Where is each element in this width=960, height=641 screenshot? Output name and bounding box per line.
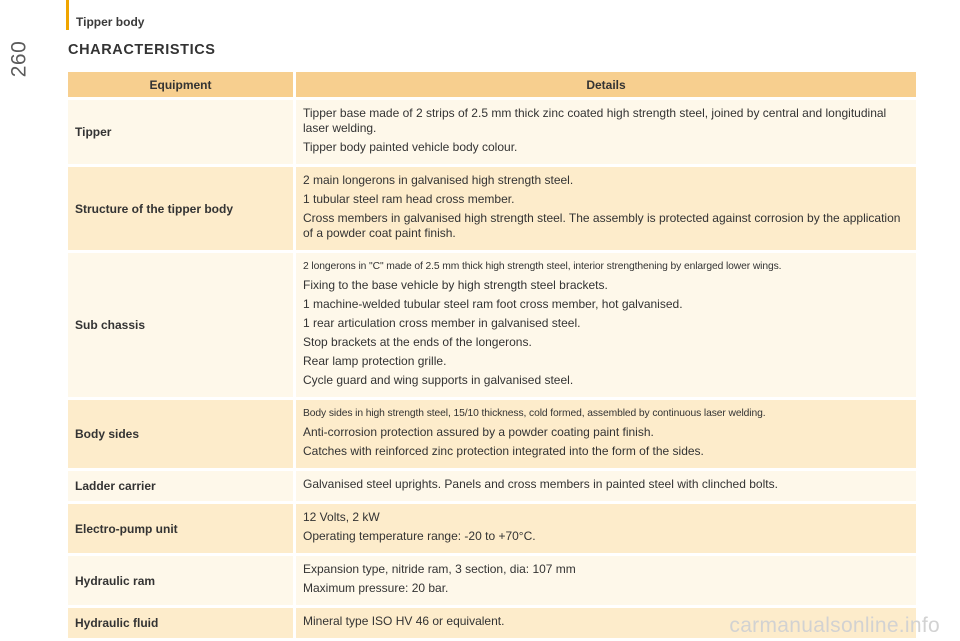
section-title: Tipper body	[76, 15, 145, 29]
table-row	[68, 253, 916, 397]
detail-line: Catches with reinforced zinc protection integrated into the form of the sides.	[303, 444, 704, 458]
watermark: carmanualsonline.info	[729, 614, 940, 637]
detail-line: Body sides in high strength steel, 15/10 thickness, cold formed, assembled by continuous laser welding.	[303, 408, 766, 419]
table-header-row	[68, 72, 916, 97]
table-row	[68, 167, 916, 250]
detail-line: 12 Volts, 2 kW	[303, 510, 380, 524]
detail-line: Operating temperature range: -20 to +70°C.	[303, 529, 536, 543]
equipment-cell: Hydraulic ram	[68, 556, 296, 605]
column-header-details: Details	[296, 72, 916, 97]
equipment-cell: Electro-pump unit	[68, 504, 296, 553]
section-accent-bar	[66, 0, 69, 30]
column-header-equipment: Equipment	[68, 72, 296, 97]
detail-line: 2 main longerons in galvanised high strength steel.	[303, 173, 574, 187]
detail-line: Tipper body painted vehicle body colour.	[303, 140, 518, 154]
detail-line: Tipper base made of 2 strips of 2.5 mm thick zinc coated high strength steel, joined by central and longitudinal laser welding.	[303, 106, 887, 135]
detail-line: 1 rear articulation cross member in galvanised steel.	[303, 316, 581, 330]
detail-line: Cycle guard and wing supports in galvanised steel.	[303, 373, 574, 387]
table-row	[68, 504, 916, 553]
page-number	[2, 34, 36, 84]
equipment-cell: Ladder carrier	[68, 471, 296, 501]
detail-line: Rear lamp protection grille.	[303, 354, 447, 368]
details-cell	[296, 167, 916, 250]
details-cell	[296, 100, 916, 164]
detail-line: Anti-corrosion protection assured by a powder coating paint finish.	[303, 425, 654, 439]
equipment-cell: Body sides	[68, 400, 296, 468]
details-cell	[296, 253, 916, 397]
detail-line: Stop brackets at the ends of the longerons.	[303, 335, 532, 349]
equipment-cell: Structure of the tipper body	[68, 167, 296, 250]
detail-line: Galvanised steel uprights. Panels and cross members in painted steel with clinched bolts.	[303, 477, 778, 491]
table-row	[68, 100, 916, 164]
equipment-cell: Tipper	[68, 100, 296, 164]
detail-line: Fixing to the base vehicle by high strength steel brackets.	[303, 278, 608, 292]
table-row	[68, 556, 916, 605]
detail-line: Expansion type, nitride ram, 3 section, dia: 107 mm	[303, 562, 576, 576]
page-heading: CHARACTERISTICS	[68, 42, 216, 58]
table-row	[68, 471, 916, 501]
details-cell	[296, 471, 916, 501]
table-row	[68, 400, 916, 468]
detail-line: 2 longerons in "C" made of 2.5 mm thick high strength steel, interior strengthening by enlarged lower wings.	[303, 261, 782, 272]
details-cell	[296, 556, 916, 605]
detail-line: 1 machine-welded tubular steel ram foot cross member, hot galvanised.	[303, 297, 683, 311]
detail-line: 1 tubular steel ram head cross member.	[303, 192, 515, 206]
detail-line: Mineral type ISO HV 46 or equivalent.	[303, 614, 505, 628]
detail-line: Maximum pressure: 20 bar.	[303, 581, 449, 595]
equipment-cell: Hydraulic fluid	[68, 608, 296, 638]
table-body	[68, 100, 916, 638]
characteristics-table	[68, 69, 916, 641]
details-cell	[296, 504, 916, 553]
detail-line: Cross members in galvanised high strength steel. The assembly is protected against corrosion by the application of a powder coat paint finish.	[303, 211, 901, 240]
details-cell	[296, 400, 916, 468]
page-number-text: 260	[7, 40, 31, 78]
equipment-cell: Sub chassis	[68, 253, 296, 397]
